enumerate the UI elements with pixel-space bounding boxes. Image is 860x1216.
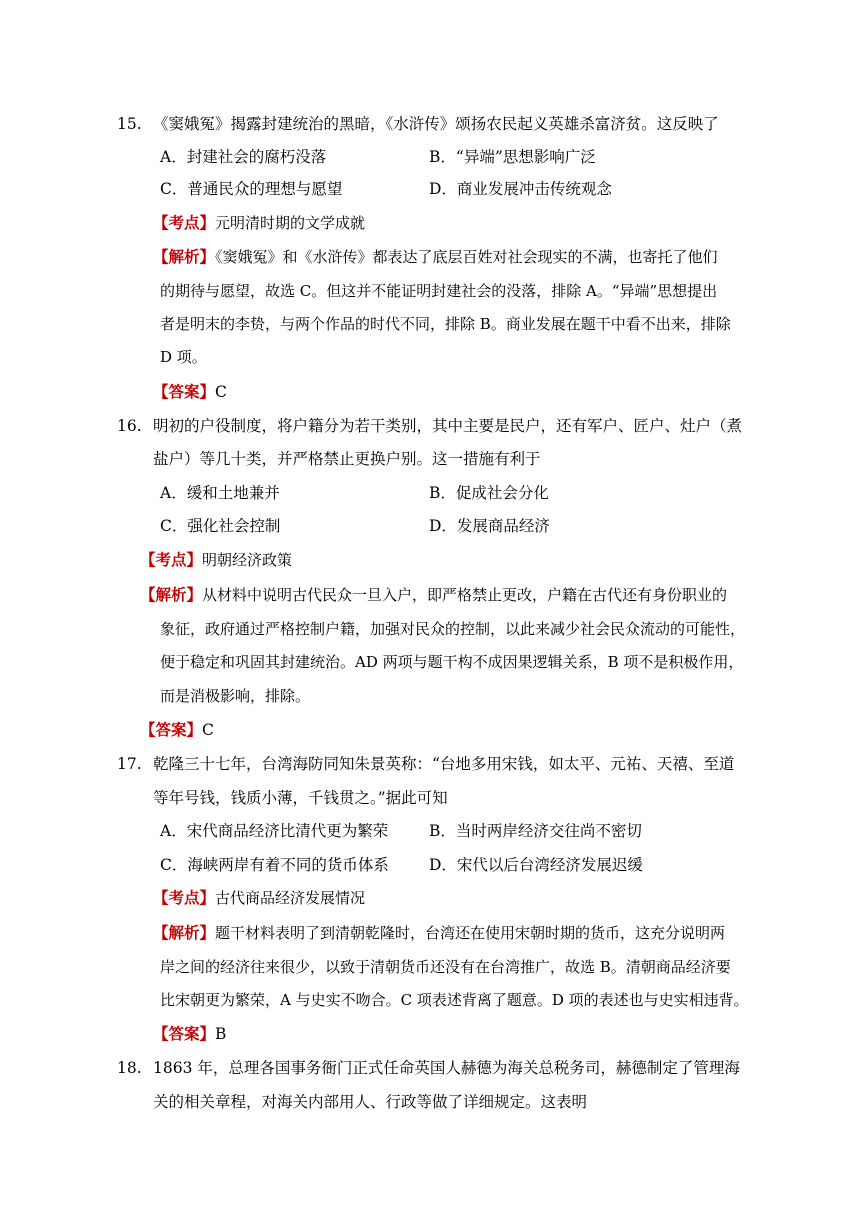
kaodian-label: 【考点】 <box>140 550 203 569</box>
option-a: A．缓和土地兼并 <box>160 484 280 502</box>
answer-value: C <box>215 383 227 401</box>
jiexi-line-4: D 项。 <box>160 348 207 366</box>
question-stem: 乾隆三十七年，台湾海防同知朱景英称：“台地多用宋钱，如太平、元祐、天禧、至道 <box>153 755 735 773</box>
option-b: B．“异端”思想影响广泛 <box>429 148 596 166</box>
answer-label: 【答案】 <box>140 720 203 739</box>
question-17-stem-line-2: 等年号钱，钱质小薄，千钱贯之。”据此可知 <box>153 789 448 807</box>
answer-line <box>140 720 214 740</box>
question-stem: 明初的户役制度，将户籍分为若干类别，其中主要是民户，还有军户、匠户、灶户（煮 <box>153 417 743 435</box>
kaodian-text: 明朝经济政策 <box>202 551 293 569</box>
option-c: C．强化社会控制 <box>160 517 281 535</box>
jiexi-line-1 <box>153 923 725 943</box>
option-d: D．宋代以后台湾经济发展迟缓 <box>429 856 643 874</box>
option-d: D．发展商品经济 <box>429 517 550 535</box>
kaodian-text: 古代商品经济发展情况 <box>215 889 366 907</box>
question-stem: 《窦娥冤》揭露封建统治的黑暗，《水浒传》颂扬农民起义英雄杀富济贫。这反映了 <box>153 115 719 133</box>
answer-label: 【答案】 <box>153 382 216 401</box>
option-c: C．普通民众的理想与愿望 <box>160 180 343 198</box>
answer-line <box>153 382 227 402</box>
jiexi-label: 【解析】 <box>140 585 203 604</box>
option-d: D．商业发展冲击传统观念 <box>429 180 612 198</box>
kaodian-line <box>153 888 365 908</box>
jiexi-line-2: 的期待与愿望，故选 C。但这并不能证明封建社会的没落，排除 A。“异端”思想提出 <box>160 282 718 300</box>
jiexi-line-3: 便于稳定和巩固其封建统治。AD 两项与题干构不成因果逻辑关系，B 项不是积极作用， <box>160 653 744 671</box>
kaodian-label: 【考点】 <box>153 213 216 232</box>
option-a: A．封建社会的腐朽没落 <box>160 148 327 166</box>
jiexi-label: 【解析】 <box>153 247 216 266</box>
question-number: 16. <box>117 417 142 435</box>
option-a: A．宋代商品经济比清代更为繁荣 <box>160 822 389 840</box>
question-number: 15. <box>117 115 142 133</box>
question-16-stem-line-2: 盐户）等几十类，并严格禁止更换户别。这一措施有利于 <box>153 450 541 468</box>
jiexi-line-2: 岸之间的经济往来很少，以致于清朝货币还没有在台湾推广，故选 B。清朝商品经济要 <box>160 958 731 976</box>
answer-line <box>153 1024 226 1044</box>
question-stem: 1863 年，总理各国事务衙门正式任命英国人赫德为海关总税务司，赫德制定了管理海 <box>153 1059 740 1077</box>
kaodian-line <box>140 550 292 570</box>
answer-value: C <box>202 721 214 739</box>
jiexi-label: 【解析】 <box>153 923 216 942</box>
jiexi-line-3: 者是明末的李贽，与两个作品的时代不同，排除 B。商业发展在题干中看不出来，排除 <box>160 315 731 333</box>
question-18-stem-line-2: 关的相关章程，对海关内部用人、行政等做了详细规定。这表明 <box>153 1093 588 1111</box>
question-number: 18. <box>117 1059 142 1077</box>
kaodian-text: 元明清时期的文学成就 <box>215 214 366 232</box>
option-b: B．促成社会分化 <box>429 484 549 502</box>
jiexi-text: 题干材料表明了到清朝乾隆时，台湾还在使用宋朝时期的货币，这充分说明两 <box>215 924 726 942</box>
kaodian-label: 【考点】 <box>153 888 216 907</box>
jiexi-line-2: 象征，政府通过严格控制户籍，加强对民众的控制，以此来减少社会民众流动的可能性， <box>160 620 746 638</box>
answer-label: 【答案】 <box>153 1024 216 1043</box>
jiexi-line-3: 比宋朝更为繁荣，A 与史实不吻合。C 项表述背离了题意。D 项的表述也与史实相违背。 <box>160 991 749 1009</box>
jiexi-line-4: 而是消极影响，排除。 <box>160 687 311 705</box>
question-number: 17. <box>117 755 142 773</box>
jiexi-text: 《窦娥冤》和《水浒传》都表达了底层百姓对社会现实的不满，也寄托了他们 <box>215 248 718 266</box>
jiexi-line-1 <box>153 247 718 267</box>
jiexi-line-1 <box>140 585 727 605</box>
jiexi-text: 从材料中说明古代民众一旦入户，即严格禁止更改，户籍在古代还有身份职业的 <box>202 586 728 604</box>
option-c: C．海峡两岸有着不同的货币体系 <box>160 856 389 874</box>
kaodian-line <box>153 213 365 233</box>
option-b: B．当时两岸经济交往尚不密切 <box>429 822 642 840</box>
answer-value: B <box>215 1025 227 1043</box>
